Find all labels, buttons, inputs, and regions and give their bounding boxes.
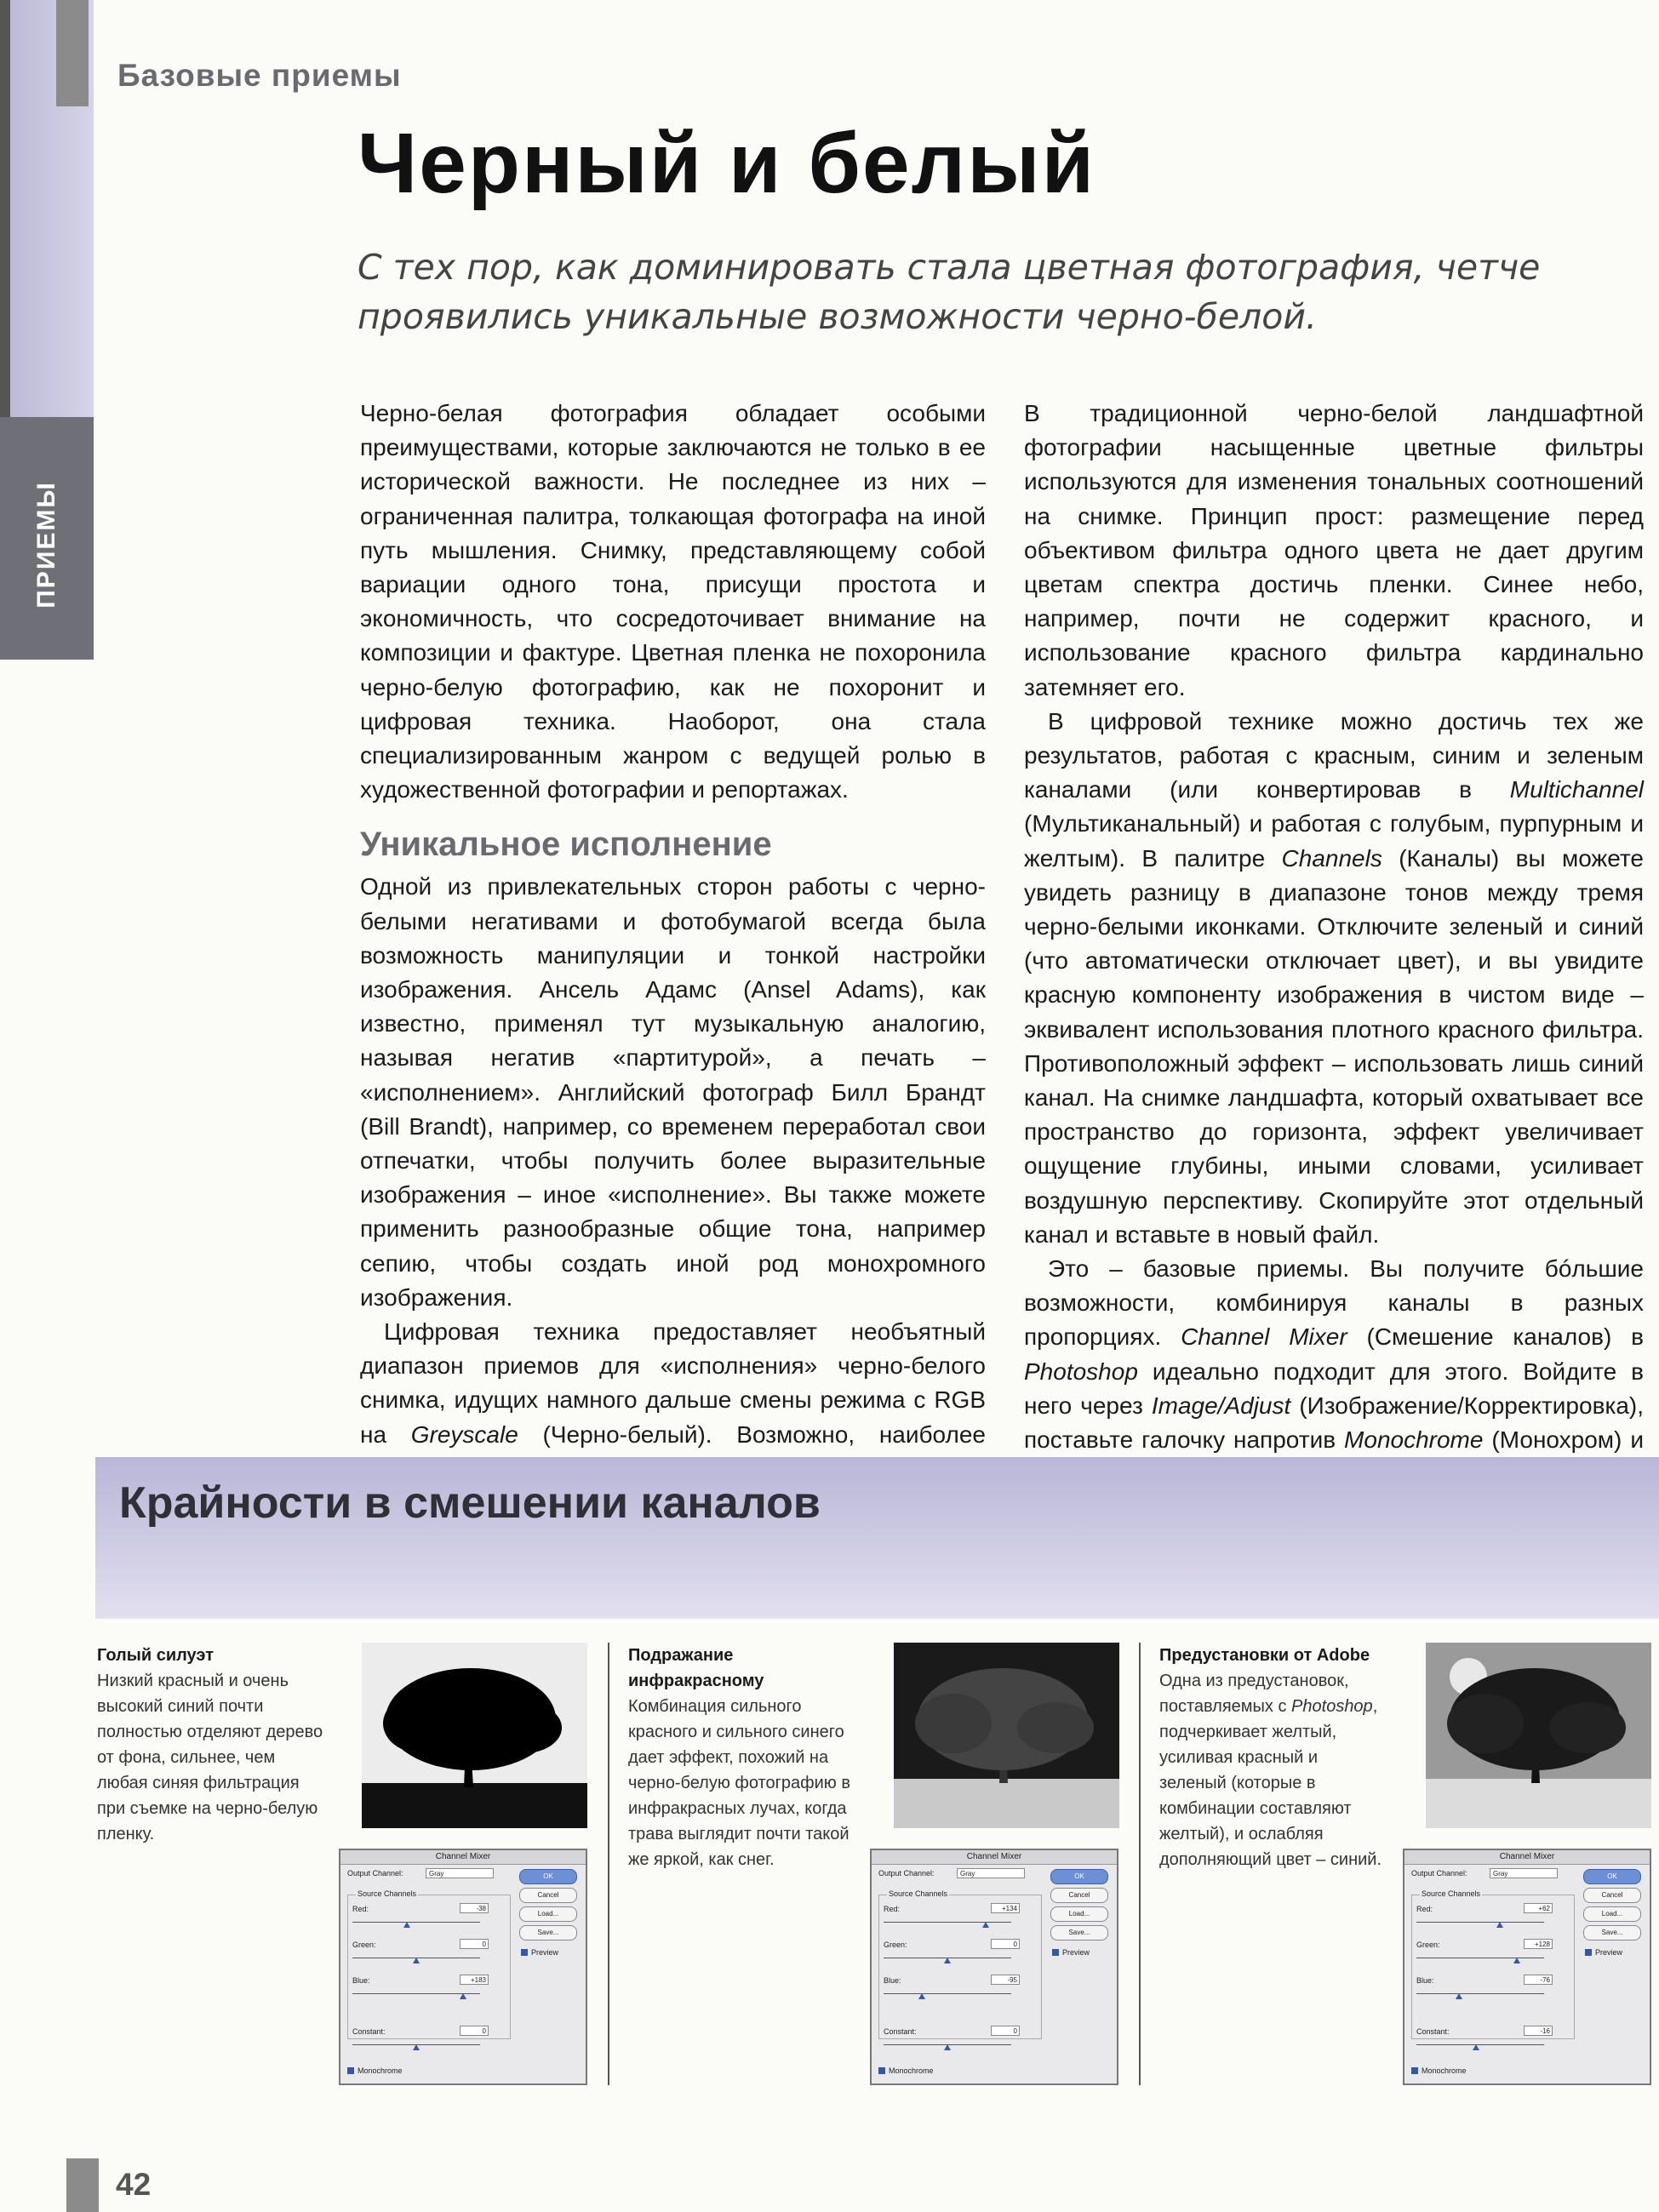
green-input[interactable]: 0 (460, 1939, 489, 1949)
blue-slider[interactable] (884, 1993, 1011, 1994)
green-slider-thumb[interactable] (944, 1958, 951, 1963)
red-slider[interactable] (1416, 1922, 1544, 1923)
save-button[interactable]: Save... (1050, 1925, 1108, 1941)
monochrome-label: Monochrome (889, 2066, 934, 2075)
page-number: 42 (116, 2167, 152, 2202)
ok-button[interactable]: OK (519, 1869, 577, 1884)
constant-input[interactable]: 0 (991, 2026, 1020, 2036)
save-button[interactable]: Save... (519, 1925, 577, 1941)
source-channels-group (878, 1895, 1042, 2039)
channel-mixer-dialog-3 (1403, 1849, 1651, 2085)
caption-2-title: Подражание инфракрасному (628, 1646, 764, 1690)
ok-button[interactable]: OK (1583, 1869, 1641, 1884)
blue-input[interactable]: -76 (1524, 1975, 1553, 1985)
output-channel-label: Output Channel: (1411, 1869, 1467, 1878)
left-column (360, 397, 986, 1486)
monochrome-checkbox[interactable] (1411, 2067, 1418, 2074)
caption-1-text: Низкий красный и очень высокий синий почти полностью отделяют дерево от фона, сильнее, чем любая синяя фильтрация при съемке на черно-белую пленку. (97, 1672, 323, 1843)
preview-checkbox[interactable] (1052, 1949, 1059, 1956)
channel-mixer-dialog-1 (339, 1849, 587, 2085)
red-input[interactable]: +134 (991, 1903, 1020, 1913)
caption-3-title: Предустановки от Adobe (1159, 1646, 1370, 1665)
red-slider-thumb[interactable] (403, 1922, 410, 1928)
blue-label: Blue: (1416, 1976, 1434, 1985)
green-label: Green: (1416, 1941, 1440, 1949)
left-paragraph-1: Черно-белая фотография обладает особыми преимуществами, которые заключаются не только в ее исторической важности. Не последнее из них – ограниченная палитра, толкающая фотографа на иной путь мышления. Снимку, представляющему собой вариации одного тона, присущи простота и экономичность, что сосредоточивает внимание на композиции и фактуре. Цветная пленка не похоронила черно-белую фотографию, как не похоронит и цифровая техника. Наоборот, она стала специализированным жанром с ведущей ролью в художественной фотографии и репортажах. (360, 400, 986, 803)
red-label: Red: (884, 1905, 901, 1913)
constant-label: Constant: (1416, 2027, 1450, 2036)
source-channels-group (1411, 1895, 1575, 2039)
cancel-button[interactable]: Cancel (519, 1888, 577, 1903)
red-label: Red: (1416, 1905, 1433, 1913)
red-slider-thumb[interactable] (982, 1922, 989, 1928)
constant-label: Constant: (884, 2027, 917, 2036)
red-slider[interactable] (352, 1922, 480, 1923)
caption-2-text: Комбинация сильного красного и сильного синего дает эффект, похожий на черно-белую фотографию в инфракрасных лучах, когда трава выглядит почти такой же яркой, как снег. (628, 1697, 850, 1869)
right-paragraph-1: В традиционной черно-белой ландшафтной фотографии насыщенные цветные фильтры используются для изменения тональных соотношений на снимке. Принцип прост: размещение перед объективом фильтра одного цвета не дает другим цветам спектра достичь пленки. Синее небо, например, почти не содержит красного, и использование красного фильтра кардинально затемняет его. (1024, 400, 1644, 700)
constant-slider[interactable] (1416, 2044, 1544, 2045)
source-channels-label: Source Channels (889, 1889, 948, 1898)
right-paragraph-2: В цифровой технике можно достичь тех же результатов, работая с красным, синим и зеленым каналами (или конвертировав в Multichannel (Мультиканальный) и работая с голубым, пурпурным и желтым). В палитре Channels (Каналы) вы можете увидеть разницу в диапазоне тонов между тремя черно-белыми иконками. Отключите зеленый и синий (что автоматически отключает цвет), и вы увидите красную компоненту изображения в чистом виде – эквивалент использования плотного красного фильтра. Противоположный эффект – использовать лишь синий канал. На снимке ландшафта, который охватывает все пространство до горизонта, эффект увеличивает ощущение глубины, иными словами, усиливает воздушную перспективу. Скопируйте этот отдельный канал и вставьте в новый файл. (1024, 707, 1644, 1248)
output-channel-label: Output Channel: (878, 1869, 935, 1878)
blue-input[interactable]: -95 (991, 1975, 1020, 1985)
load-button[interactable]: Load... (519, 1906, 577, 1922)
left-paragraph-2: Одной из привлекательных сторон работы с черно-белыми негативами и фотобумагой всегда была возможность манипуляции и тонкой настройки изображения. Ансель Адамс (Ansel Adams), как известно, применял тут музыкальную аналогию, называя негатив «партитурой», а печать – «исполнением». Английский фотограф Билл Брандт (Bill Brandt), например, со временем переработал свои отпечатки, чтобы получить более выразительные изображения – иное «исполнение». Вы также можете применить разнообразные общие тона, например сепию, чтобы создать иной род монохромного изображения. (360, 873, 986, 1311)
header-marker (56, 0, 89, 106)
right-column (1024, 397, 1644, 1492)
output-channel-select[interactable]: Gray (957, 1868, 1025, 1878)
preview-label: Preview (1062, 1948, 1090, 1957)
red-slider[interactable] (884, 1922, 1011, 1923)
cancel-button[interactable]: Cancel (1583, 1888, 1641, 1903)
green-input[interactable]: +128 (1524, 1939, 1553, 1949)
output-channel-label: Output Channel: (347, 1869, 403, 1878)
green-input[interactable]: 0 (991, 1939, 1020, 1949)
caption-1-title: Голый силуэт (97, 1646, 214, 1665)
lead-paragraph: С тех пор, как доминировать стала цветная фотография, четче проявились уникальные возможности черно-белой. (358, 247, 1541, 337)
preview-checkbox[interactable] (1585, 1949, 1592, 1956)
band-title: Крайности в смешении каналов (119, 1478, 821, 1528)
divider-1 (608, 1643, 609, 2085)
green-label: Green: (352, 1941, 376, 1949)
output-channel-select[interactable]: Gray (426, 1868, 494, 1878)
load-button[interactable]: Load... (1583, 1906, 1641, 1922)
subheading: Уникальное исполнение (360, 826, 772, 864)
caption-3-text: Одна из предустановок, поставляемых с Photoshop, подчеркивает желтый, усиливая красный и зеленый (которые в комбинации составляют желтый), и ослабляя дополняющий цвет – синий. (1159, 1672, 1382, 1869)
ok-button[interactable]: OK (1050, 1869, 1108, 1884)
constant-label: Constant: (352, 2027, 386, 2036)
green-slider-thumb[interactable] (1513, 1958, 1520, 1963)
constant-slider-thumb[interactable] (944, 2044, 951, 2050)
cancel-button[interactable]: Cancel (1050, 1888, 1108, 1903)
left-paragraph-3: Цифровая техника предоставляет необъятный диапазон приемов для «исполнения» черно-белого снимка, идущих намного дальше смены режима с RGB на Greyscale (Черно-белый). Возможно, наиболее (360, 1318, 986, 1448)
blue-slider-thumb[interactable] (1456, 1993, 1462, 1999)
blue-slider[interactable] (1416, 1993, 1544, 1994)
caption-1 (97, 1643, 329, 1847)
dialog-title: Channel Mixer (1404, 1850, 1650, 1865)
constant-input[interactable]: -16 (1524, 2026, 1553, 2036)
preview-label: Preview (1595, 1948, 1623, 1957)
constant-slider-thumb[interactable] (1473, 2044, 1479, 2050)
dialog-title: Channel Mixer (872, 1850, 1117, 1865)
red-input[interactable]: -38 (460, 1903, 489, 1913)
blue-label: Blue: (352, 1976, 370, 1985)
blue-label: Blue: (884, 1976, 901, 1985)
page-title: Черный и белый (358, 116, 1096, 211)
photo-silhouette (362, 1643, 587, 1828)
save-button[interactable]: Save... (1583, 1925, 1641, 1941)
caption-2 (628, 1643, 851, 1872)
output-channel-select[interactable]: Gray (1490, 1868, 1558, 1878)
preview-checkbox[interactable] (521, 1949, 528, 1956)
caption-3 (1159, 1643, 1389, 1872)
load-button[interactable]: Load... (1050, 1906, 1108, 1922)
blue-input[interactable]: +183 (460, 1975, 489, 1985)
section-title: Базовые приемы (117, 58, 402, 93)
divider-2 (1139, 1643, 1141, 2085)
red-label: Red: (352, 1905, 369, 1913)
channel-mixer-dialog-2 (870, 1849, 1118, 2085)
monochrome-checkbox[interactable] (878, 2067, 885, 2074)
constant-slider-thumb[interactable] (413, 2044, 420, 2050)
monochrome-label: Monochrome (1422, 2066, 1467, 2075)
source-channels-label: Source Channels (358, 1889, 417, 1898)
sidebar-label: ПРИЕМЫ (32, 481, 60, 609)
blue-slider-thumb[interactable] (918, 1993, 925, 1999)
dialog-title: Channel Mixer (340, 1850, 586, 1865)
monochrome-checkbox[interactable] (347, 2067, 354, 2074)
source-channels-label: Source Channels (1422, 1889, 1481, 1898)
preview-label: Preview (531, 1948, 559, 1957)
red-input[interactable]: +62 (1524, 1903, 1553, 1913)
photo-adobe-preset (1426, 1643, 1651, 1828)
constant-input[interactable]: 0 (460, 2026, 489, 2036)
monochrome-label: Monochrome (358, 2066, 403, 2075)
green-slider-thumb[interactable] (413, 1958, 420, 1963)
green-label: Green: (884, 1941, 907, 1949)
page-number-marker (66, 2158, 99, 2212)
right-paragraph-3: Это – базовые приемы. Вы получите бóльшие возможности, комбинируя каналы в разных пропорциях. Channel Mixer (Смешение каналов) в Photoshop идеально подходит для этого. Войдите в него через Image/Adjust (Изображение/Корректировка), поставьте галочку напротив Monochrome (Монохром) и (1024, 1255, 1645, 1454)
blue-slider-thumb[interactable] (460, 1993, 466, 1999)
photo-infrared (894, 1643, 1119, 1828)
red-slider-thumb[interactable] (1496, 1922, 1503, 1928)
source-channels-group (347, 1895, 511, 2039)
